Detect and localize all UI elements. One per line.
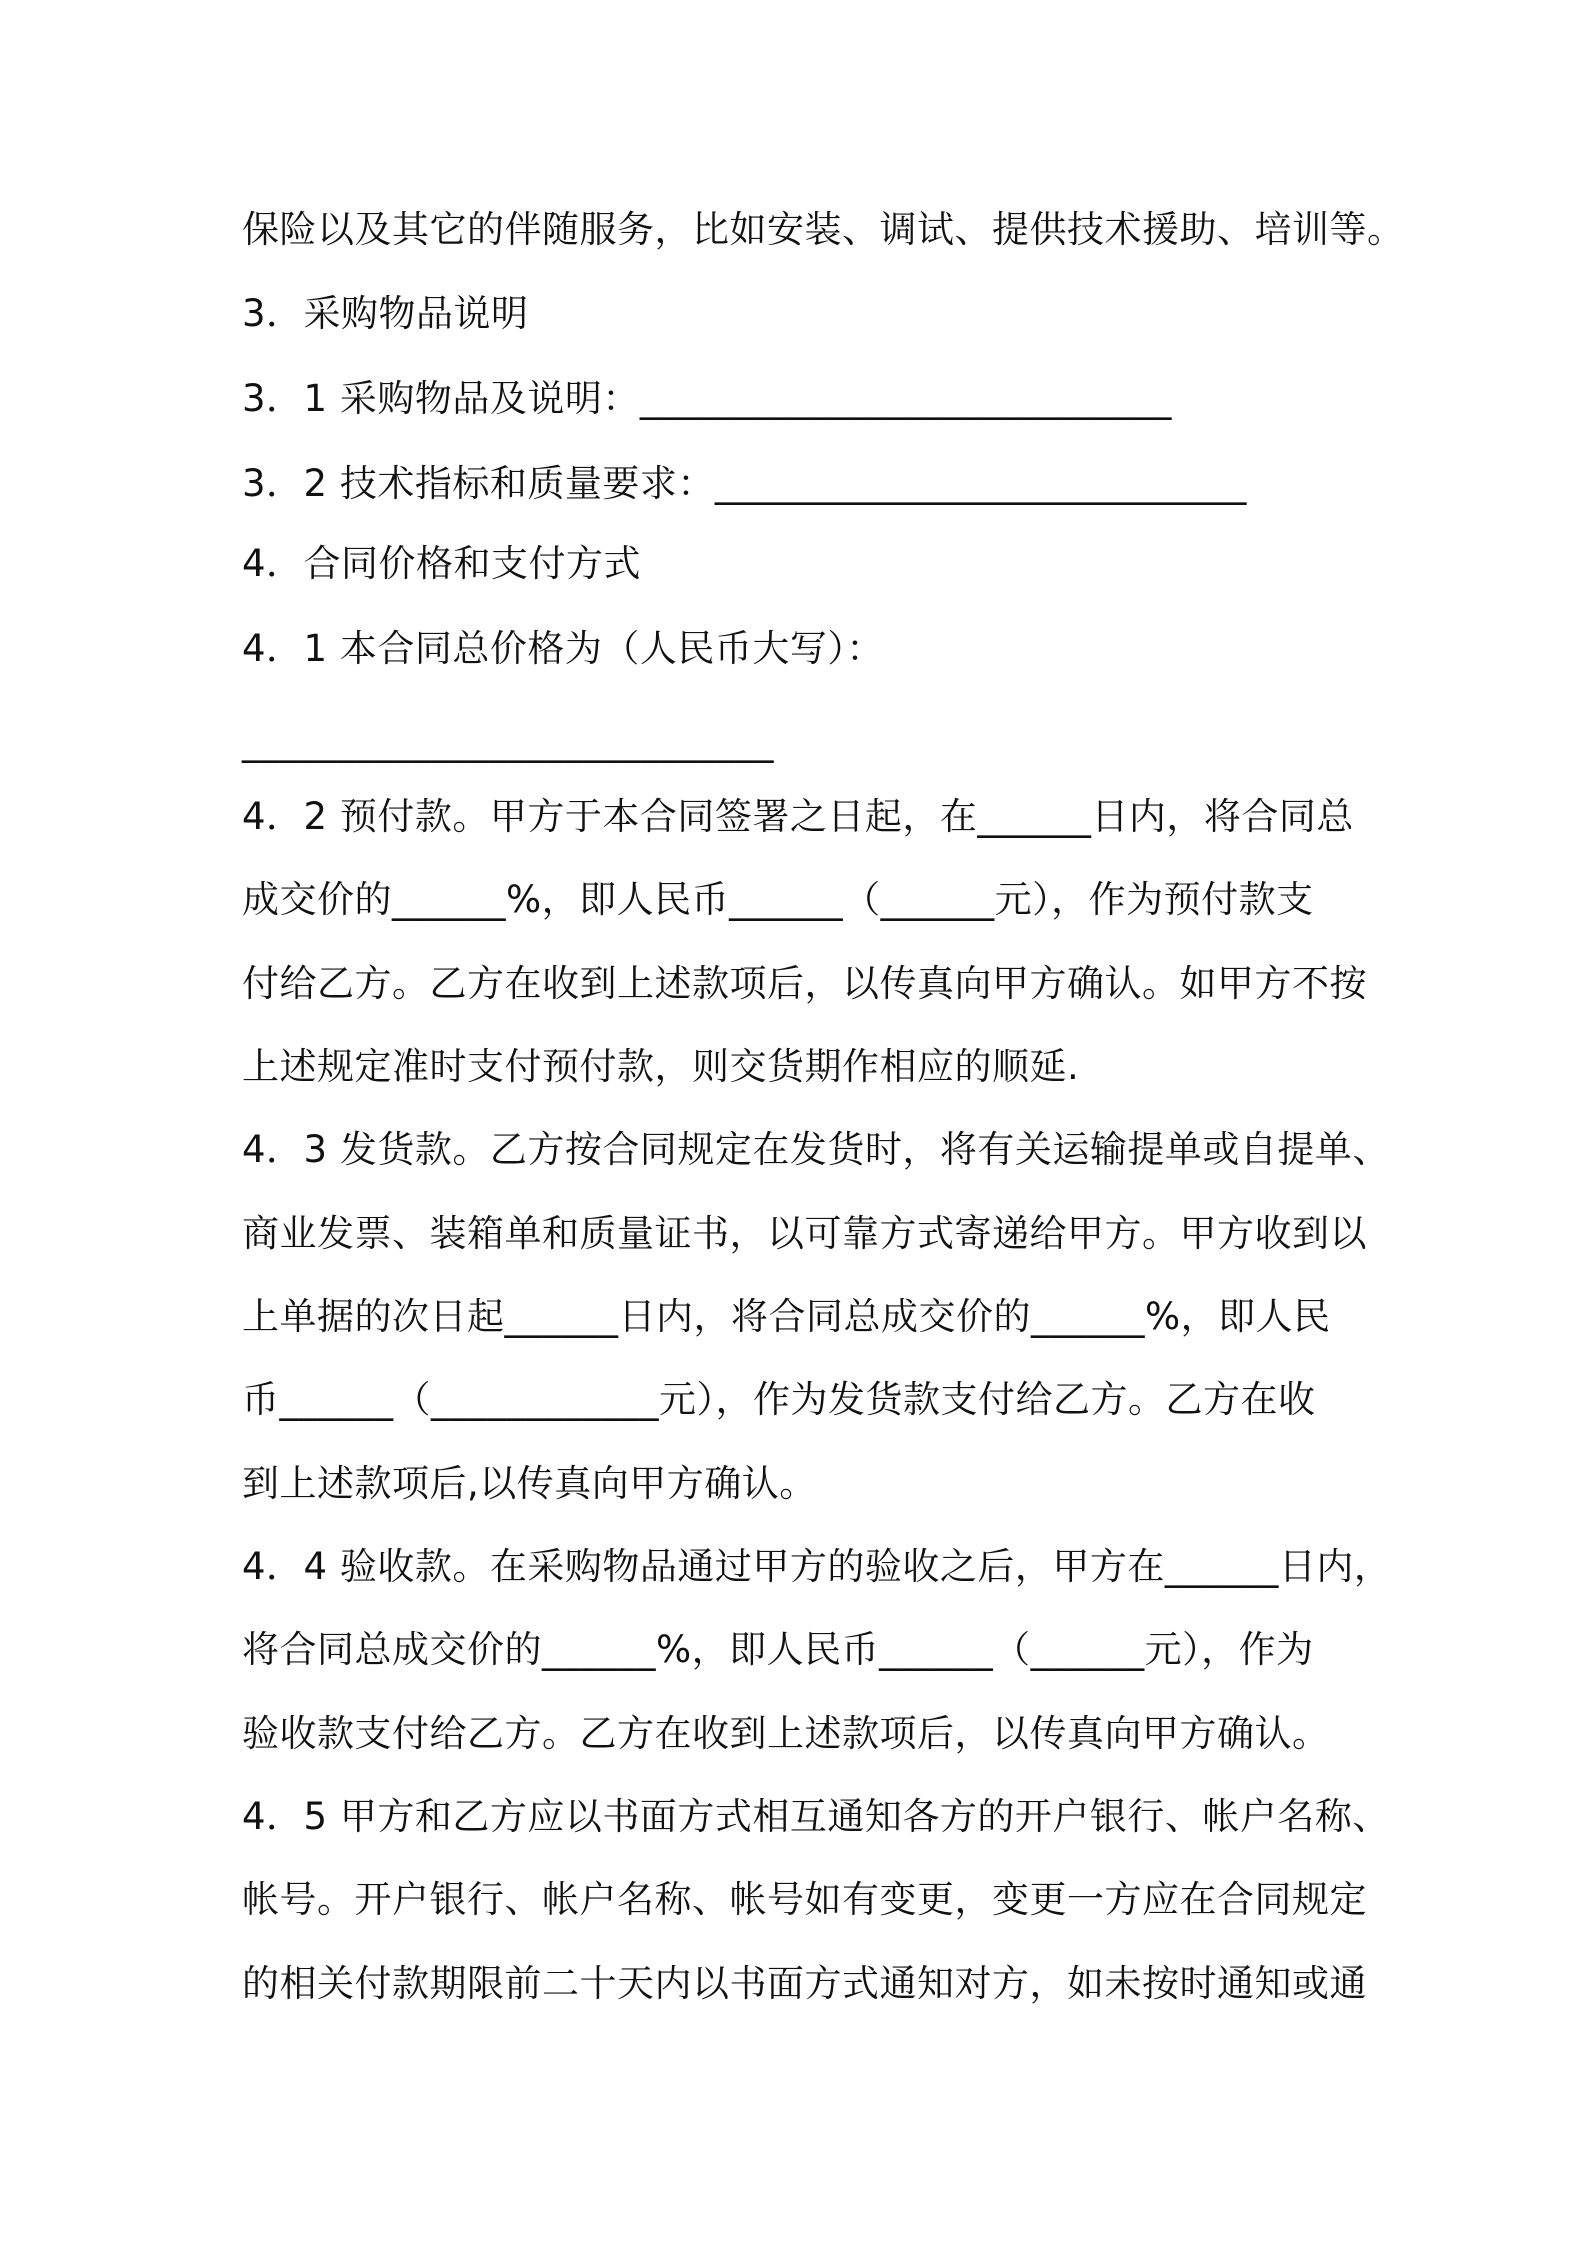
paragraph-line: 币______（____________元），作为发货款支付给乙方。乙方在收 bbox=[242, 1378, 1316, 1421]
paragraph-line: 上单据的次日起______日内，将合同总成交价的______%，即人民 bbox=[242, 1295, 1331, 1338]
paragraph-line: 3．2 技术指标和质量要求：____________________________ bbox=[242, 462, 1247, 505]
paragraph-line: 4．5 甲方和乙方应以书面方式相互通知各方的开户银行、帐户名称、 bbox=[242, 1795, 1390, 1838]
paragraph-line: 的相关付款期限前二十天内以书面方式通知对方，如未按时通知或通 bbox=[242, 1962, 1367, 2005]
paragraph-line: 验收款支付给乙方。乙方在收到上述款项后，以传真向甲方确认。 bbox=[242, 1712, 1330, 1755]
paragraph-line: 付给乙方。乙方在收到上述款项后，以传真向甲方确认。如甲方不按 bbox=[242, 962, 1367, 1005]
paragraph-line: 到上述款项后,以传真向甲方确认。 bbox=[242, 1462, 817, 1505]
paragraph-line: 3．1 采购物品及说明：____________________________ bbox=[242, 377, 1172, 420]
section-heading: 4．合同价格和支付方式 bbox=[242, 542, 642, 585]
paragraph-line: 帐号。开户银行、帐户名称、帐号如有变更，变更一方应在合同规定 bbox=[242, 1878, 1367, 1921]
paragraph-line: 4．4 验收款。在采购物品通过甲方的验收之后，甲方在______日内， bbox=[242, 1545, 1392, 1588]
paragraph-line: 上述规定准时支付预付款，则交货期作相应的顺延. bbox=[242, 1045, 1080, 1088]
paragraph-line: 保险以及其它的伴随服务，比如安装、调试、提供技术援助、培训等。 bbox=[242, 208, 1405, 251]
blank-fill-line: ____________________________ bbox=[242, 720, 774, 763]
paragraph-line: 将合同总成交价的______%，即人民币______（______元），作为 bbox=[242, 1628, 1314, 1671]
paragraph-line: 成交价的______%，即人民币______（______元），作为预付款支 bbox=[242, 878, 1314, 921]
paragraph-line: 4．1 本合同总价格为（人民币大写）： bbox=[242, 627, 884, 670]
paragraph-line: 4．2 预付款。甲方于本合同签署之日起，在______日内，将合同总 bbox=[242, 795, 1354, 838]
paragraph-line: 商业发票、装箱单和质量证书，以可靠方式寄递给甲方。甲方收到以 bbox=[242, 1212, 1367, 1255]
section-heading: 3．采购物品说明 bbox=[242, 292, 529, 335]
paragraph-line: 4．3 发货款。乙方按合同规定在发货时，将有关运输提单或自提单、 bbox=[242, 1128, 1390, 1171]
